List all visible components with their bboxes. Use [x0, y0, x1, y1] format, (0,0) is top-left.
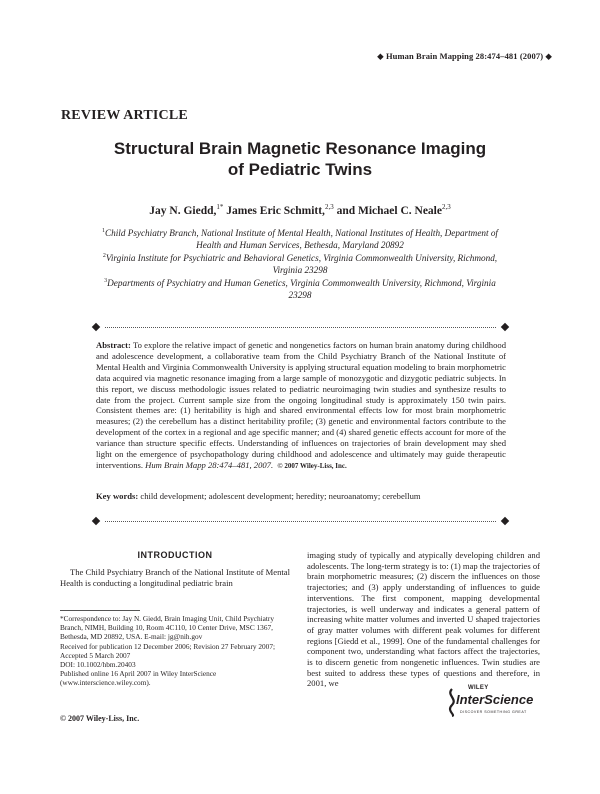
abstract-label: Abstract:: [96, 340, 131, 350]
affil-number: 3: [104, 278, 108, 284]
dotted-line: [105, 521, 496, 522]
keywords-label: Key words:: [96, 491, 139, 501]
abstract-copyright: © 2007 Wiley-Liss, Inc.: [277, 461, 347, 470]
affiliation: [95, 276, 505, 301]
logo-brand: WILEY: [468, 685, 489, 691]
abstract-citation: Hum Brain Mapp 28:474–481, 2007.: [145, 459, 274, 470]
journal-citation: Human Brain Mapping 28:474–481 (2007): [385, 51, 544, 61]
affiliation: [95, 226, 505, 251]
keywords: [96, 491, 506, 502]
logo-tagline: DISCOVER SOMETHING GREAT: [460, 710, 527, 714]
author-name: Jay N. Giedd,: [149, 204, 217, 217]
author-name: James Eric Schmitt,: [226, 204, 325, 217]
footnote-rule: [60, 610, 140, 611]
author-name: and Michael C. Neale: [336, 204, 442, 217]
separator-rule: [93, 323, 508, 333]
bullet-icon: ◆: [545, 51, 552, 61]
logo-name: InterScience: [456, 692, 534, 707]
author-list: [60, 203, 540, 217]
page-copyright: © 2007 Wiley-Liss, Inc.: [60, 714, 140, 723]
intro-paragraph: The Child Psychiatry Branch of the National Institute of Mental Health is conducting a longitudinal pediatric brain: [60, 567, 290, 588]
right-column-text: imaging study of typically and atypically developing children and adolescents. The long-term strategy is to: (1) map the trajectories of brain morphometric measures; (2) discern the influences on those trajectories; and (3) apply understanding of influences to guide interventions. The first component, mapping developmental trajectories, is well underway and indicates a general pattern of increasing white matter volumes and inverted U shaped trajectories of gray matter volumes with different peak volumes for different regions [Giedd et al., 1999]. One of the fundamental challenges for component two, understanding what factors affect the trajectories, is to discern genetic from nongenetic influences. Twin studies are best suited to address these types of questions and therefore, in 2001, we: [307, 550, 540, 689]
affil-text: Departments of Psychiatry and Human Genetics, Virginia Commonwealth University, Richmond, Virginia 23298: [107, 278, 496, 300]
affil-text: Virginia Institute for Psychiatric and Behavioral Genetics, Virginia Commonwealth University, Richmond, Virginia 23298: [105, 253, 498, 275]
diamond-icon: [92, 323, 100, 331]
affiliation: [95, 251, 505, 276]
title-line-2: of Pediatric Twins: [227, 160, 373, 179]
affil-number: 1: [102, 228, 105, 234]
received-note: Received for publication 12 December 2006; Revision 27 February 2007; Accepted 5 March 2007: [60, 641, 276, 660]
doi-note: DOI: 10.1002/hbm.20403: [60, 660, 136, 670]
section-heading: INTRODUCTION: [137, 550, 213, 560]
journal-header: [377, 51, 552, 62]
abstract: [96, 340, 506, 472]
dotted-line: [105, 327, 496, 328]
correspondence-note: *Correspondence to: Jay N. Giedd, Brain Imaging Unit, Child Psychiatry Branch, NIMH, Building 10, Room 4C110, 10 Center Drive, MSC 1367, Bethesda, MD 20892, USA. E-mail: jg@nih.gov: [60, 614, 275, 642]
title-line-1: Structural Brain Magnetic Resonance Imaging: [113, 139, 487, 158]
abstract-text: To explore the relative impact of genetic and nongenetics factors on human brain anatomy during childhood and adolescence development, a collaborative team from the Child Psychiatry Branch of the National Institute of Mental Health and Virginia Commonwealth University is applying structural equation modeling to brain morphometric data acquired via magnetic resonance imaging from a large sample of monozygotic and dizygotic pediatric subjects. In this report, we discuss methodologic issues related to pediatric neuroimaging twin studies and synthesize results to date from the project. Current sample size from the ongoing longitudinal study is approximately 150 twin pairs. Consistent themes are: (1) heritability is high and shared environmental effects low for most brain morphometric measures; (2) the cerebellum has a distinct heritability profile; (3) genetic and environmental factors contribute to the development of the cortex in a regional and age specific manner; and (4) shared genetic effects account for more of the variance than structure specific effects. Understanding of influences on trajectories of brain development may shed light on the emergence of psychopathology during childhood and adolescence and ultimately may guide therapeutic interventions.: [96, 340, 506, 470]
article-type: REVIEW ARTICLE: [61, 108, 188, 123]
paper-title: [60, 138, 540, 180]
affil-number: 2: [102, 253, 106, 259]
keywords-text: child development; adolescent development; heredity; neuroanatomy; cerebellum: [138, 491, 421, 501]
footnotes: [60, 614, 292, 688]
diamond-icon: [92, 517, 100, 525]
author-affil-mark: 2,3: [441, 203, 451, 211]
affil-text: Child Psychiatry Branch, National Institute of Mental Health, National Institutes of Health, Department of Health and Human Services, Bethesda, Maryland 20892: [105, 228, 498, 250]
author-affil-mark: 1*: [216, 203, 224, 211]
bullet-icon: ◆: [377, 51, 384, 61]
diamond-icon: [501, 517, 509, 525]
author-affil-mark: 2,3: [324, 203, 334, 211]
published-note: Published online 16 April 2007 in Wiley InterScience (www.interscience.wiley.com).: [60, 669, 217, 688]
interscience-logo: [440, 683, 550, 733]
separator-rule: [93, 517, 508, 527]
diamond-icon: [501, 323, 509, 331]
